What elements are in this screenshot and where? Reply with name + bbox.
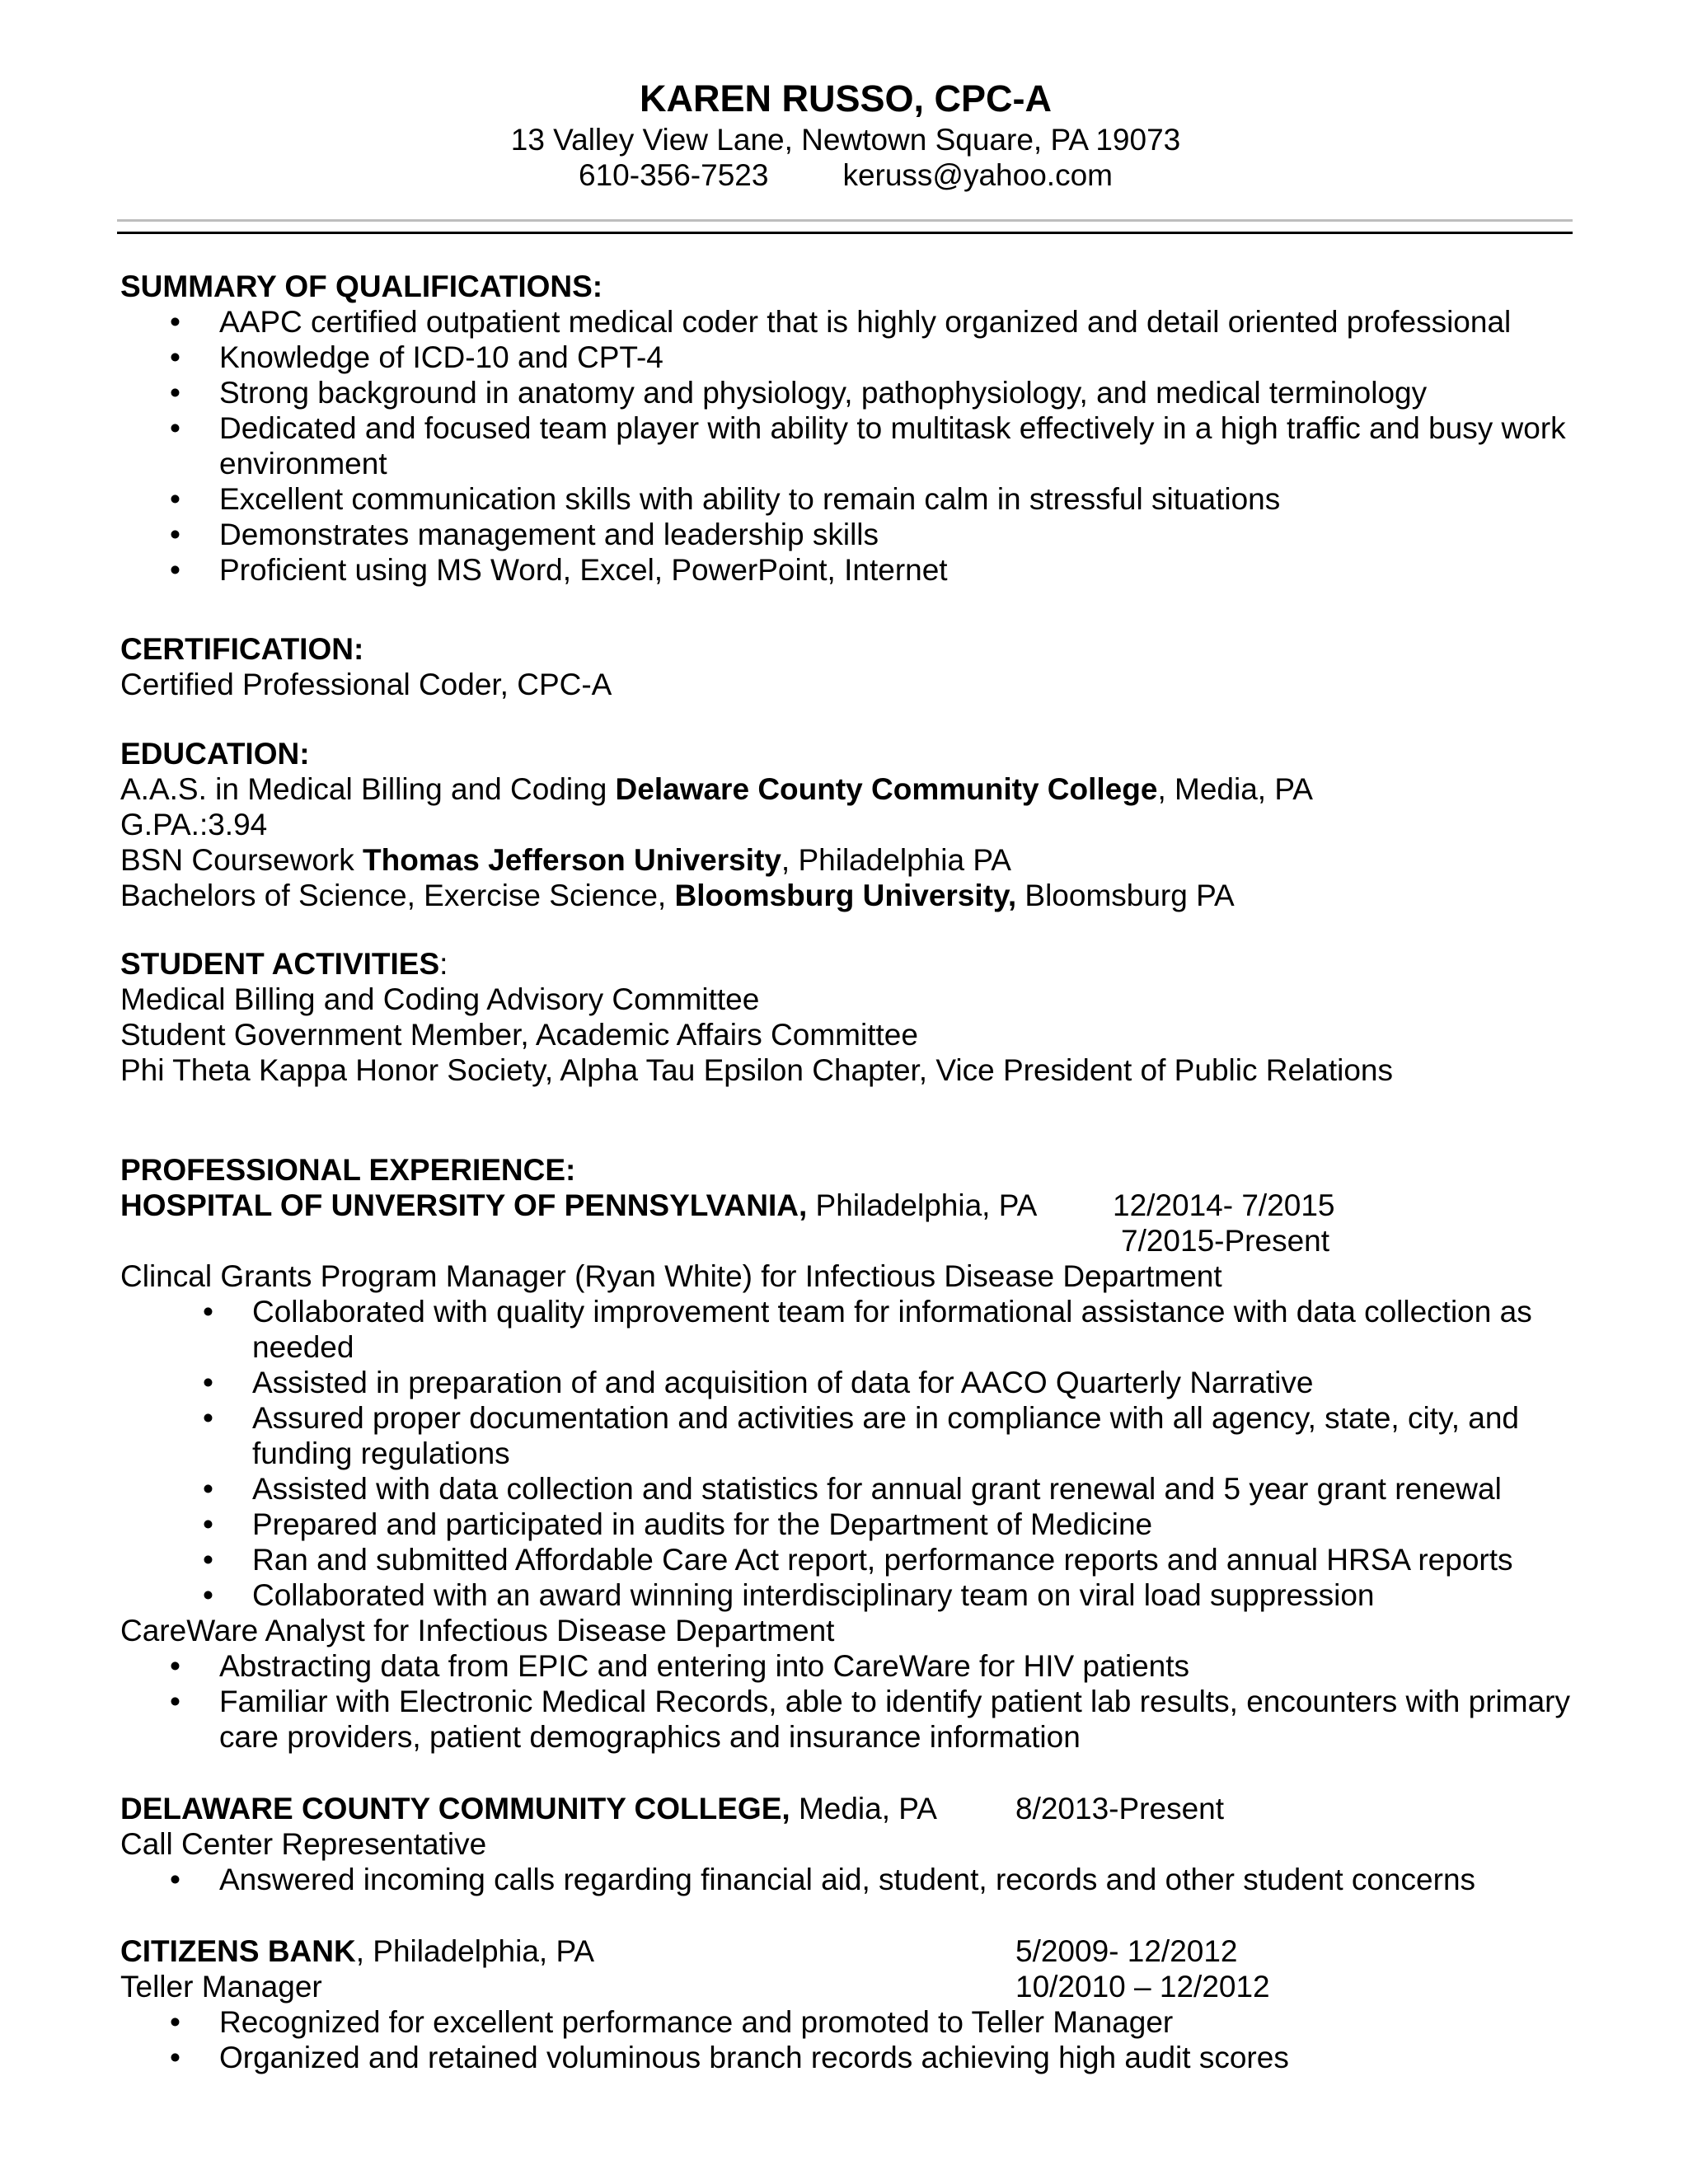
resume-header	[120, 76, 1571, 193]
education-section	[120, 736, 1604, 913]
list-item: • Organized and retained voluminous branch records achieving high audit scores	[120, 2040, 1604, 2075]
job-role: Teller Manager	[120, 1970, 322, 2004]
list-item: • Demonstrates management and leadership skills	[120, 517, 1604, 552]
school-name: Bloomsburg University,	[674, 879, 1017, 912]
gpa: G.PA.:3.94	[120, 808, 268, 841]
activity-item: Phi Theta Kappa Honor Society, Alpha Tau Epsilon Chapter, Vice President of Public Relations	[120, 1053, 1393, 1087]
education-line: Bachelors of Science, Exercise Science, Bloomsburg University, Bloomsburg PA	[120, 879, 1235, 912]
job-date-row	[120, 1223, 1604, 1258]
list-item: • Collaborated with quality improvement team for informational assistance with data collection as needed	[120, 1294, 1571, 1365]
job-date: 10/2010 – 12/2012	[1015, 1970, 1270, 2004]
activities-section	[120, 946, 1604, 1088]
list-item: • Knowledge of ICD-10 and CPT-4	[120, 340, 1604, 375]
list-item: • AAPC certified outpatient medical coder that is highly organized and detail oriented professional	[120, 304, 1604, 340]
section-heading: STUDENT ACTIVITIES:	[120, 947, 448, 981]
email: keruss@yahoo.com	[842, 158, 1113, 192]
list-item: • Ran and submitted Affordable Care Act report, performance reports and annual HRSA reports	[120, 1542, 1571, 1577]
job-bullets	[120, 1862, 1604, 1897]
list-item: • Abstracting data from EPIC and entering into CareWare for HIV patients	[120, 1648, 1587, 1684]
job-date: 5/2009- 12/2012	[1015, 1934, 1238, 1968]
list-item: • Excellent communication skills with ability to remain calm in stressful situations	[120, 481, 1604, 517]
activity-item: Student Government Member, Academic Affairs Committee	[120, 1018, 918, 1052]
list-item: • Proficient using MS Word, Excel, PowerPoint, Internet	[120, 552, 1604, 588]
section-heading: EDUCATION:	[120, 737, 310, 771]
job-role-row	[120, 1969, 1604, 2004]
phone: 610-356-7523	[579, 158, 769, 192]
job-header: DELAWARE COUNTY COMMUNITY COLLEGE, Media, PA 8/2013-Present	[120, 1792, 1225, 1825]
job-header: CITIZENS BANK, Philadelphia, PA 5/2009- 12/2012	[120, 1934, 1238, 1968]
header-divider-dark	[117, 232, 1573, 234]
job-bullets	[120, 2004, 1604, 2075]
job-role: Call Center Representative	[120, 1827, 487, 1861]
header-divider-light	[117, 219, 1573, 222]
list-item: • Dedicated and focused team player with ability to multitask effectively in a high traffic and busy work environment	[120, 410, 1571, 481]
education-line: A.A.S. in Medical Billing and Coding Delaware County Community College, Media, PA	[120, 772, 1313, 806]
section-heading: SUMMARY OF QUALIFICATIONS:	[120, 269, 603, 303]
list-item: • Familiar with Electronic Medical Records, able to identify patient lab results, encounters with primary care providers, patient demographics and insurance information	[120, 1684, 1587, 1755]
candidate-name: KAREN RUSSO, CPC-A	[639, 77, 1053, 120]
address: 13 Valley View Lane, Newtown Square, PA 19073	[510, 123, 1181, 157]
list-item: • Prepared and participated in audits for the Department of Medicine	[120, 1507, 1571, 1542]
contact-line	[120, 157, 1571, 193]
job-section	[120, 1791, 1604, 1897]
job-header: HOSPITAL OF UNVERSITY OF PENNSYLVANIA, Philadelphia, PA 12/2014- 7/2015	[120, 1188, 1335, 1222]
list-item: • Answered incoming calls regarding financial aid, student, records and other student concerns	[120, 1862, 1604, 1897]
list-item: • Recognized for excellent performance and promoted to Teller Manager	[120, 2004, 1604, 2040]
job-role: CareWare Analyst for Infectious Disease Department	[120, 1614, 835, 1647]
list-item: • Assured proper documentation and activities are in compliance with all agency, state, city, and funding regulations	[120, 1400, 1571, 1471]
list-item: • Strong background in anatomy and physiology, pathophysiology, and medical terminology	[120, 375, 1604, 410]
education-line: BSN Coursework Thomas Jefferson University, Philadelphia PA	[120, 843, 1011, 877]
summary-section	[120, 269, 1604, 588]
list-item: • Assisted with data collection and statistics for annual grant renewal and 5 year grant renewal	[120, 1471, 1571, 1507]
job-role: Clincal Grants Program Manager (Ryan White) for Infectious Disease Department	[120, 1259, 1222, 1293]
employer-name: HOSPITAL OF UNVERSITY OF PENNSYLVANIA,	[120, 1188, 808, 1222]
section-heading: CERTIFICATION:	[120, 632, 364, 666]
job-section	[120, 1933, 1604, 2075]
activity-item: Medical Billing and Coding Advisory Committee	[120, 982, 760, 1016]
certification-section	[120, 631, 1604, 702]
school-name: Thomas Jefferson University	[363, 843, 781, 877]
job-date: 12/2014- 7/2015	[1113, 1188, 1335, 1222]
summary-list	[120, 304, 1604, 588]
certification-text: Certified Professional Coder, CPC-A	[120, 668, 612, 701]
job-bullets	[120, 1648, 1587, 1755]
list-item: • Collaborated with an award winning interdisciplinary team on viral load suppression	[120, 1577, 1571, 1613]
job-date: 7/2015-Present	[1121, 1224, 1330, 1258]
school-name: Delaware County Community College	[615, 772, 1158, 806]
list-item: • Assisted in preparation of and acquisition of data for AACO Quarterly Narrative	[120, 1365, 1571, 1400]
job-date: 8/2013-Present	[1015, 1792, 1225, 1825]
job-bullets	[120, 1294, 1571, 1613]
section-heading: PROFESSIONAL EXPERIENCE:	[120, 1153, 576, 1187]
experience-section	[120, 1152, 1604, 1755]
employer-name: DELAWARE COUNTY COMMUNITY COLLEGE,	[120, 1792, 790, 1825]
employer-name: CITIZENS BANK	[120, 1934, 356, 1968]
